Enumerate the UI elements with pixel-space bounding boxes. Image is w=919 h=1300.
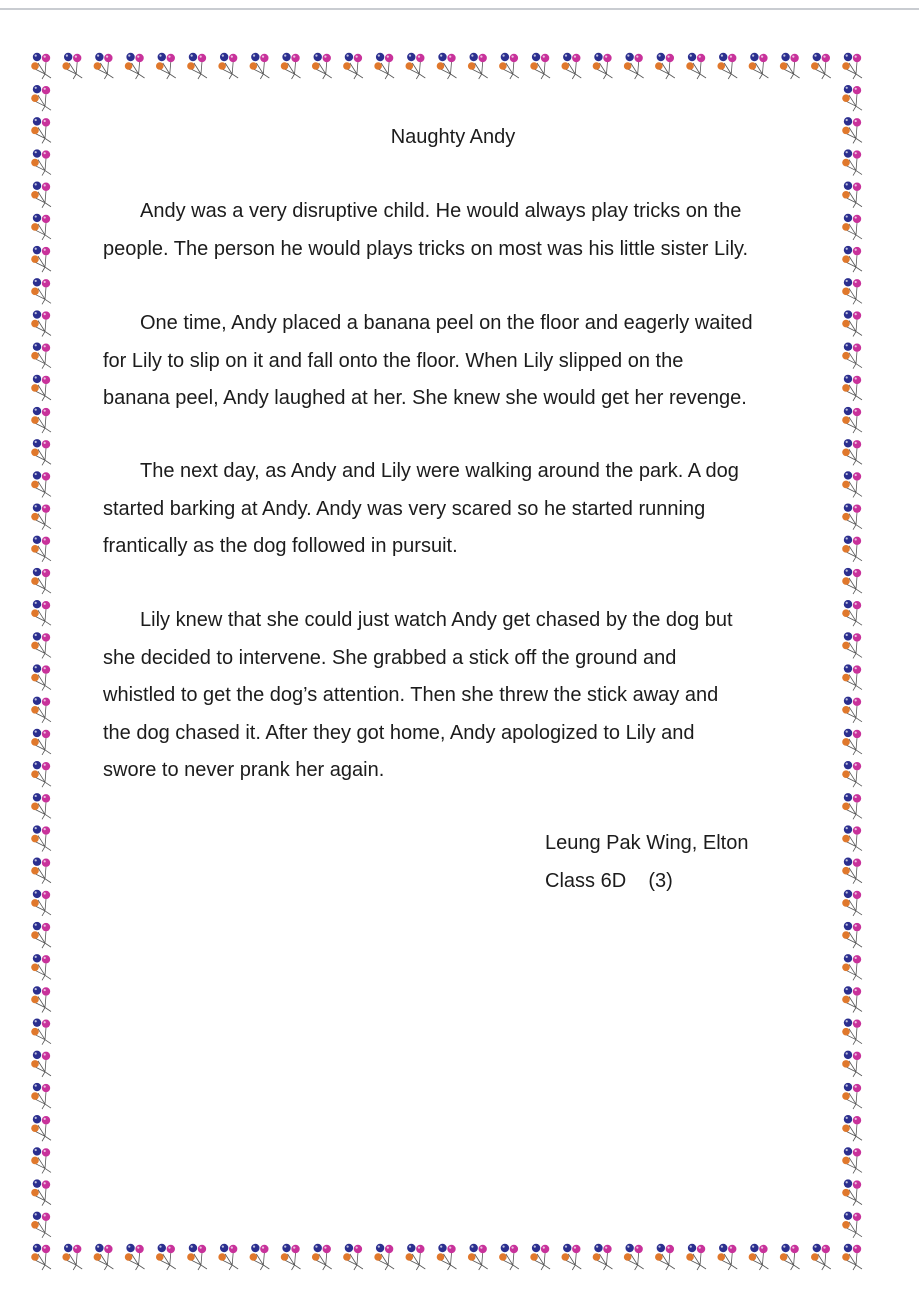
balloon-cluster-icon	[842, 214, 862, 240]
balloon-cluster-icon	[842, 503, 862, 529]
balloon-cluster-icon	[31, 600, 51, 626]
paragraph-line: started barking at Andy. Andy was very scared so he started running	[103, 497, 706, 520]
balloon-cluster-icon	[31, 1115, 51, 1141]
balloon-cluster-icon	[624, 53, 644, 79]
balloon-cluster-icon	[31, 697, 51, 723]
balloon-cluster-icon	[530, 53, 550, 79]
balloon-cluster-icon	[31, 407, 51, 433]
paragraph-4	[103, 602, 823, 790]
balloon-cluster-icon	[811, 53, 831, 79]
balloon-cluster-icon	[125, 1244, 145, 1270]
balloon-cluster-icon	[842, 1018, 862, 1044]
balloon-cluster-icon	[156, 53, 176, 79]
balloon-cluster-icon	[717, 1244, 737, 1270]
balloon-cluster-icon	[31, 858, 51, 884]
balloon-cluster-icon	[593, 53, 613, 79]
balloon-cluster-icon	[312, 53, 332, 79]
balloon-cluster-icon	[842, 53, 862, 79]
balloon-cluster-icon	[156, 1244, 176, 1270]
balloon-cluster-icon	[31, 1018, 51, 1044]
balloon-cluster-icon	[437, 53, 457, 79]
balloon-cluster-icon	[842, 375, 862, 401]
balloon-cluster-icon	[62, 1244, 82, 1270]
balloon-cluster-icon	[468, 1244, 488, 1270]
balloon-cluster-icon	[842, 439, 862, 465]
balloon-cluster-icon	[31, 1179, 51, 1205]
paragraph-line: people. The person he would plays tricks on most was his little sister Lily.	[103, 237, 749, 260]
paragraph-line: Andy was a very disruptive child. He would always play tricks on the	[140, 200, 742, 222]
balloon-cluster-icon	[218, 1244, 238, 1270]
balloon-cluster-icon	[499, 53, 519, 79]
balloon-cluster-icon	[250, 53, 270, 79]
balloon-cluster-icon	[842, 729, 862, 755]
balloon-cluster-icon	[842, 407, 862, 433]
paragraph-line: for Lily to slip on it and fall onto the floor. When Lily slipped on the	[103, 349, 684, 372]
balloon-cluster-icon	[842, 1244, 862, 1270]
balloon-cluster-icon	[842, 1212, 862, 1238]
balloon-cluster-icon	[374, 1244, 394, 1270]
balloon-cluster-icon	[530, 1244, 550, 1270]
balloon-cluster-icon	[842, 954, 862, 980]
balloon-cluster-icon	[780, 1244, 800, 1270]
balloon-cluster-icon	[842, 568, 862, 594]
balloon-cluster-icon	[842, 471, 862, 497]
balloon-cluster-icon	[749, 1244, 769, 1270]
balloon-cluster-icon	[343, 53, 363, 79]
balloon-cluster-icon	[31, 471, 51, 497]
paragraph-2	[103, 305, 823, 418]
paragraph-1	[103, 193, 823, 268]
balloon-cluster-icon	[31, 310, 51, 336]
paragraph-3	[103, 453, 823, 566]
balloon-cluster-icon	[842, 117, 862, 143]
balloon-cluster-icon	[842, 825, 862, 851]
balloon-cluster-icon	[31, 1212, 51, 1238]
balloon-cluster-icon	[842, 343, 862, 369]
balloon-cluster-icon	[780, 53, 800, 79]
balloon-cluster-icon	[842, 600, 862, 626]
balloon-cluster-icon	[31, 1244, 51, 1270]
balloon-cluster-icon	[62, 53, 82, 79]
balloon-cluster-icon	[94, 53, 114, 79]
balloon-cluster-icon	[31, 375, 51, 401]
balloon-cluster-icon	[31, 439, 51, 465]
paragraph-line: Lily knew that she could just watch Andy get chased by the dog but	[140, 609, 733, 631]
balloon-cluster-icon	[31, 1051, 51, 1077]
balloon-cluster-icon	[94, 1244, 114, 1270]
balloon-cluster-icon	[31, 246, 51, 272]
paragraph-line: banana peel, Andy laughed at her. She knew she would get her revenge.	[103, 387, 747, 409]
balloon-cluster-icon	[717, 53, 737, 79]
balloon-cluster-icon	[686, 53, 706, 79]
balloon-cluster-icon	[842, 793, 862, 819]
balloon-cluster-icon	[31, 214, 51, 240]
paragraph-line: the dog chased it. After they got home, Andy apologized to Lily and	[103, 721, 695, 744]
balloon-cluster-icon	[811, 1244, 831, 1270]
balloon-cluster-icon	[31, 536, 51, 562]
balloon-cluster-icon	[842, 697, 862, 723]
balloon-cluster-icon	[31, 85, 51, 111]
balloon-cluster-icon	[842, 1147, 862, 1173]
balloon-cluster-icon	[686, 1244, 706, 1270]
balloon-cluster-icon	[842, 1083, 862, 1109]
balloon-cluster-icon	[31, 1147, 51, 1173]
author-name: Leung Pak Wing, Elton	[545, 832, 749, 854]
balloon-cluster-icon	[31, 568, 51, 594]
author-class: Class 6D (3)	[545, 870, 673, 892]
balloon-cluster-icon	[406, 1244, 426, 1270]
balloon-cluster-icon	[281, 53, 301, 79]
balloon-cluster-icon	[343, 1244, 363, 1270]
balloon-cluster-icon	[31, 986, 51, 1012]
balloon-cluster-icon	[749, 53, 769, 79]
balloon-cluster-icon	[31, 53, 51, 79]
balloon-cluster-icon	[842, 761, 862, 787]
balloon-cluster-icon	[842, 310, 862, 336]
balloon-cluster-icon	[31, 278, 51, 304]
balloon-cluster-icon	[655, 1244, 675, 1270]
balloon-cluster-icon	[561, 53, 581, 79]
balloon-cluster-icon	[842, 986, 862, 1012]
paragraph-line: she decided to intervene. She grabbed a stick off the ground and	[103, 646, 677, 669]
balloon-cluster-icon	[31, 343, 51, 369]
balloon-cluster-icon	[31, 825, 51, 851]
balloon-cluster-icon	[250, 1244, 270, 1270]
balloon-cluster-icon	[593, 1244, 613, 1270]
paragraph-line: The next day, as Andy and Lily were walking around the park. A dog	[140, 460, 739, 482]
balloon-cluster-icon	[561, 1244, 581, 1270]
balloon-cluster-icon	[374, 53, 394, 79]
balloon-cluster-icon	[31, 503, 51, 529]
balloon-cluster-icon	[842, 149, 862, 175]
balloon-cluster-icon	[31, 954, 51, 980]
balloon-cluster-icon	[842, 632, 862, 658]
balloon-cluster-icon	[437, 1244, 457, 1270]
balloon-cluster-icon	[31, 729, 51, 755]
balloon-cluster-icon	[125, 53, 145, 79]
balloon-cluster-icon	[842, 246, 862, 272]
balloon-cluster-icon	[842, 1115, 862, 1141]
balloon-cluster-icon	[218, 53, 238, 79]
balloon-cluster-icon	[31, 149, 51, 175]
balloon-cluster-icon	[842, 1051, 862, 1077]
balloon-cluster-icon	[842, 85, 862, 111]
balloon-cluster-icon	[468, 53, 488, 79]
balloon-cluster-icon	[842, 922, 862, 948]
balloon-cluster-icon	[655, 53, 675, 79]
balloon-cluster-icon	[31, 117, 51, 143]
balloon-cluster-icon	[31, 1083, 51, 1109]
paragraph-line: frantically as the dog followed in pursuit.	[103, 535, 458, 557]
balloon-cluster-icon	[312, 1244, 332, 1270]
balloon-cluster-icon	[842, 182, 862, 208]
balloon-cluster-icon	[31, 664, 51, 690]
balloon-cluster-icon	[624, 1244, 644, 1270]
balloon-cluster-icon	[281, 1244, 301, 1270]
balloon-cluster-icon	[31, 793, 51, 819]
balloon-cluster-icon	[31, 182, 51, 208]
balloon-cluster-icon	[842, 890, 862, 916]
balloon-cluster-icon	[31, 761, 51, 787]
balloon-cluster-icon	[31, 632, 51, 658]
balloon-cluster-icon	[842, 278, 862, 304]
balloon-cluster-icon	[187, 1244, 207, 1270]
paragraph-line: One time, Andy placed a banana peel on the floor and eagerly waited	[140, 312, 753, 334]
balloon-cluster-icon	[406, 53, 426, 79]
balloon-cluster-icon	[842, 858, 862, 884]
balloon-cluster-icon	[31, 922, 51, 948]
balloon-cluster-icon	[31, 890, 51, 916]
balloon-cluster-icon	[842, 536, 862, 562]
page-title: Naughty Andy	[390, 126, 516, 148]
balloon-cluster-icon	[842, 1179, 862, 1205]
paragraph-line: swore to never prank her again.	[103, 759, 385, 781]
balloon-cluster-icon	[842, 664, 862, 690]
balloon-cluster-icon	[187, 53, 207, 79]
balloon-cluster-icon	[499, 1244, 519, 1270]
paragraph-line: whistled to get the dog’s attention. Then she threw the stick away and	[103, 684, 719, 706]
